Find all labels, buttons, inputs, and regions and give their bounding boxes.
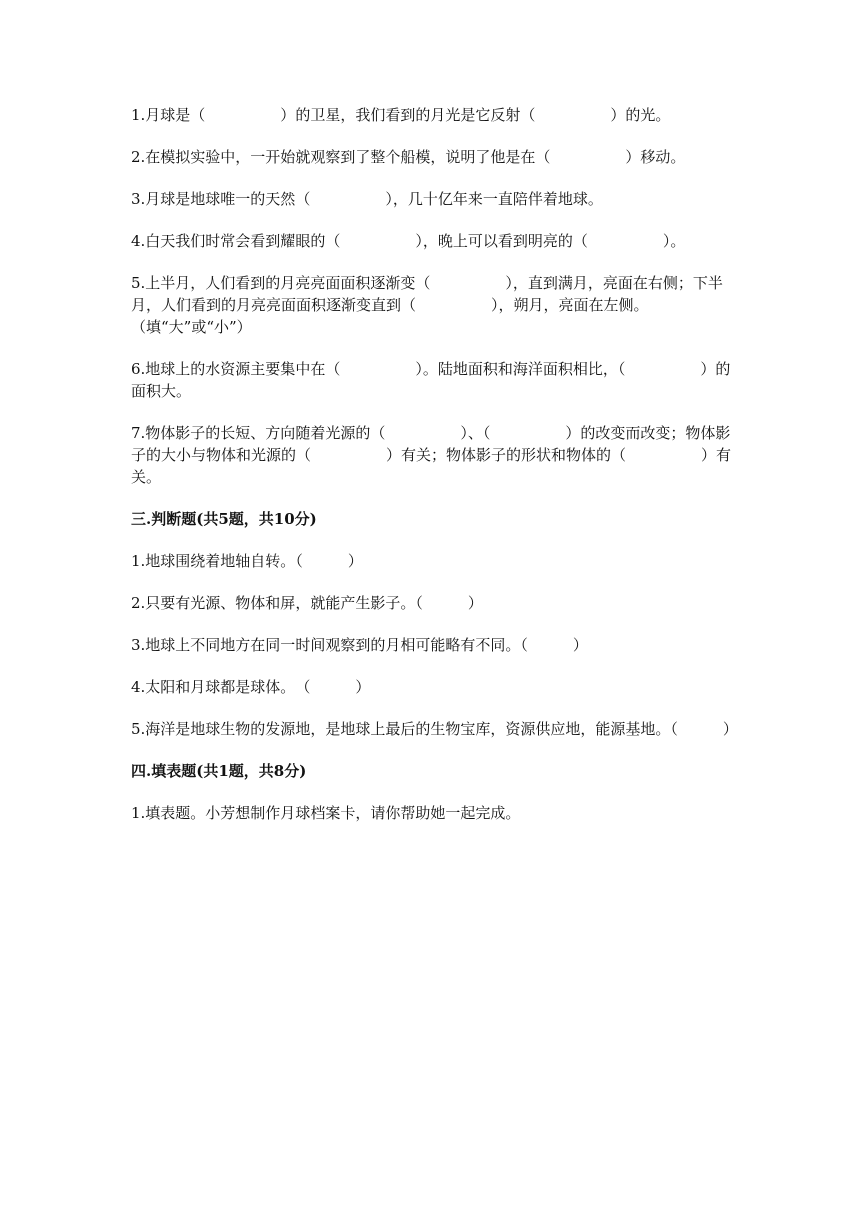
fill-in-question-7: 7.物体影子的长短、方向随着光源的（ ）、（ ）的改变而改变；物体影子的大小与物体和光源的（ ）有关；物体影子的形状和物体的（ ）有关。 bbox=[131, 424, 732, 486]
section-title-table: 四.填表题(共1题，共8分) bbox=[131, 762, 307, 780]
judgement-question-1: 1.地球围绕着地轴自转。（ ） bbox=[131, 552, 363, 570]
fill-in-question-2: 2.在模拟实验中，一开始就观察到了整个船模，说明了他是在（ ）移动。 bbox=[131, 148, 686, 166]
worksheet-content bbox=[131, 104, 738, 844]
fill-in-question-3: 3.月球是地球唯一的天然（ ），几十亿年来一直陪伴着地球。 bbox=[131, 190, 603, 208]
section-title-judgement: 三.判断题(共5题，共10分) bbox=[131, 510, 317, 528]
fill-in-question-6: 6.地球上的水资源主要集中在（ ）。陆地面积和海洋面积相比，（ ）的面积大。 bbox=[131, 360, 731, 400]
fill-in-question-4: 4.白天我们时常会看到耀眼的（ ），晚上可以看到明亮的（ ）。 bbox=[131, 232, 686, 250]
table-question-1: 1.填表题。小芳想制作月球档案卡，请你帮助她一起完成。 bbox=[131, 804, 521, 822]
fill-in-question-1: 1.月球是（ ）的卫星，我们看到的月光是它反射（ ）的光。 bbox=[131, 106, 671, 124]
judgement-question-3: 3.地球上不同地方在同一时间观察到的月相可能略有不同。（ ） bbox=[131, 636, 588, 654]
fill-in-question-5: 5.上半月，人们看到的月亮亮面面积逐渐变（ ），直到满月，亮面在右侧；下半月，人们看到的月亮亮面面积逐渐变直到（ ），朔月，亮面在左侧。（填“大”或“小”） bbox=[131, 274, 723, 336]
judgement-question-2: 2.只要有光源、物体和屏，就能产生影子。（ ） bbox=[131, 594, 483, 612]
judgement-question-5: 5.海洋是地球生物的发源地，是地球上最后的生物宝库，资源供应地，能源基地。（ ） bbox=[131, 720, 738, 738]
judgement-question-4: 4.太阳和月球都是球体。 （ ） bbox=[131, 678, 371, 696]
